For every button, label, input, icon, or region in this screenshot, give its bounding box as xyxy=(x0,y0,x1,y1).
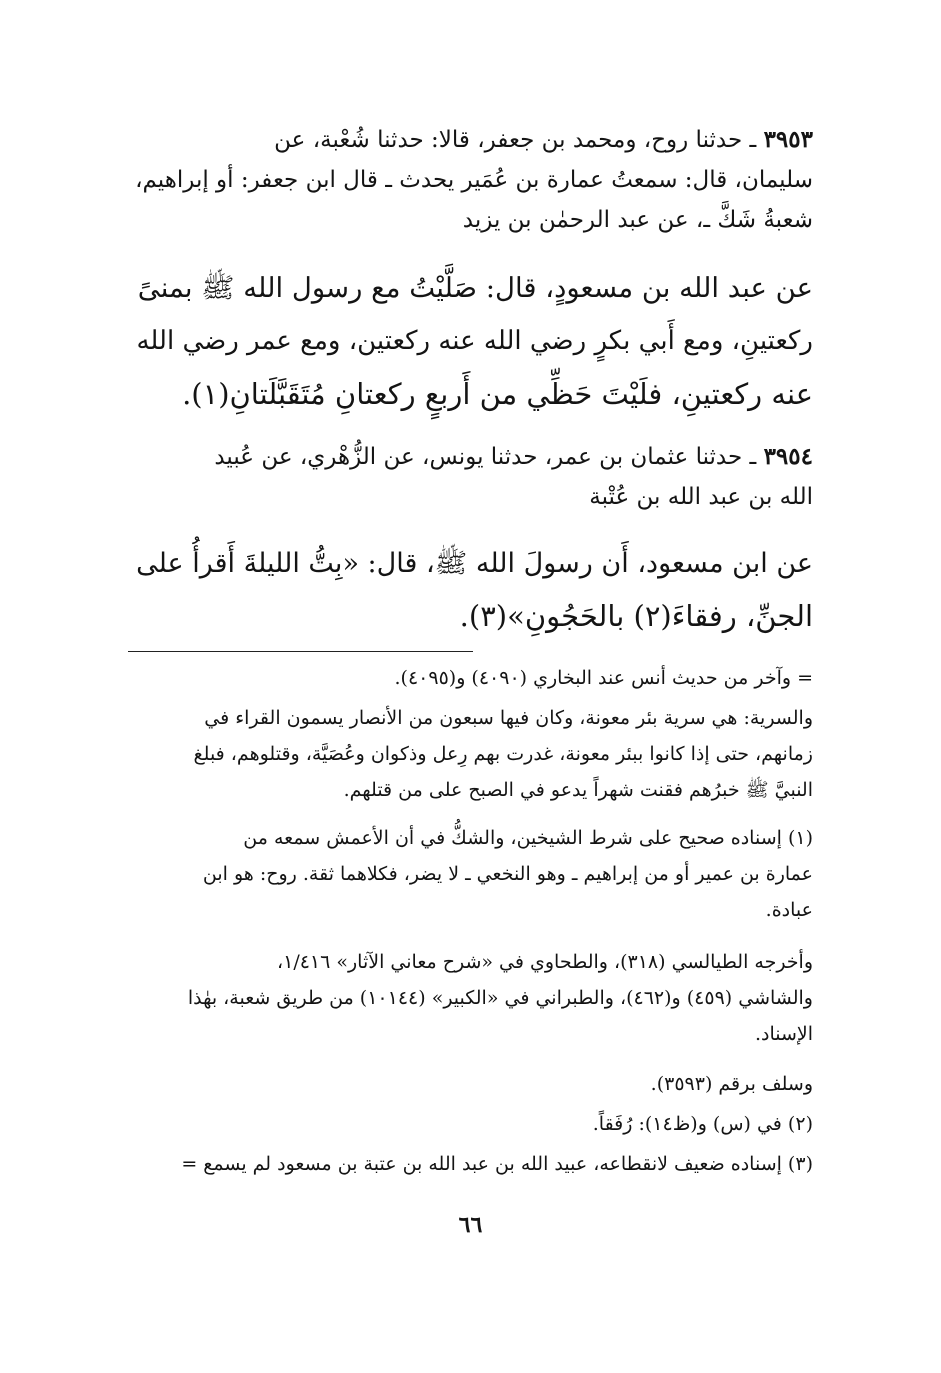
footnote-2: (٢) في (س) و(ظ١٤): رُفَقاً. xyxy=(592,1113,813,1135)
matn-line: عن عبد الله بن مسعودٍ، قال: صَلَّيْتُ مع رسول الله ﷺ بمنىً xyxy=(137,272,813,304)
isnad-line: ٣٩٥٤ ـ حدثنا عثمان بن عمر، حدثنا يونس، عن الزُّهْري، عن عُبيد xyxy=(214,443,813,470)
hadith-3953-matn xyxy=(133,262,813,421)
matn-line: ركعتينِ، ومع أَبي بكرٍ رضي الله عنه ركعتين، ومع عمر رضي الله xyxy=(136,326,813,356)
footnote-1-salaf: وسلف برقم (٣٥٩٣). xyxy=(650,1073,813,1095)
matn-line: عنه ركعتينِ، فلَيْتَ حَظِّي من أَربعٍ ركعتانِ مُتَقَبَّلَتانِ(١). xyxy=(182,377,813,411)
footnote-3: (٣) إسناده ضعيف لانقطاعه، عبيد الله بن عبد الله بن عتبة بن مسعود لم يسمع = xyxy=(181,1153,813,1175)
isnad-line: شعبةُ شَكَّ ـ، عن عبد الرحمٰن بن يزيد xyxy=(462,207,813,233)
isnad-line: الله بن عبد الله بن عُتْبة xyxy=(589,484,813,510)
hadith-3954-isnad xyxy=(133,437,813,517)
page-number: ٦٦ xyxy=(458,1212,483,1238)
matn-line: عن ابن مسعود، أَن رسولَ الله ﷺ، قال: «بِتُّ الليلةَ أَقرأُ على xyxy=(136,548,813,579)
footnote-1-takhrij: وأخرجه الطيالسي (٣١٨)، والطحاوي في «شرح معاني الآثار» ١/٤١٦، والشاشي (٤٥٩) و(٤٦٢)، والطبراني في «الكبير» (١٠١٤٤) من طريق شعبة، بهٰذا الإسناد. xyxy=(187,951,813,1045)
hadith-3954-matn xyxy=(133,537,813,643)
matn-line: الجنِّ، رفقاءَ(٢) بالحَجُونِ»(٣). xyxy=(459,599,813,633)
hadith-number: ٣٩٥٤ xyxy=(763,443,813,470)
footnote-separator xyxy=(128,651,473,652)
footnote-continuation: = وآخر من حديث أنس عند البخاري (٤٠٩٠) و(٤٠٩٥). xyxy=(394,667,813,689)
hadith-3953-isnad xyxy=(133,120,813,240)
isnad-line: سليمان، قال: سمعتُ عمارة بن عُمَير يحدث ـ قال ابن جعفر: أو إبراهيم، xyxy=(135,167,813,193)
footnote-sariya: والسرية: هي سرية بئر معونة، وكان فيها سبعون من الأنصار يسمون القراء في زمانهم، حتى إذا كانوا ببئر معونة، غدرت بهم رِعل وذكوان وعُصَيَّة، وقتلوهم، فبلغ النبيَّ ﷺ خبرُهم فقنت شهراً يدعو في الصبح على من قتلهم. xyxy=(193,707,813,801)
hadith-number: ٣٩٥٣ xyxy=(763,126,813,153)
footnote-1: (١) إسناده صحيح على شرط الشيخين، والشكُّ في أن الأعمش سمعه من عمارة بن عمير أو من إبراهيم ـ وهو النخعي ـ لا يضر، فكلاهما ثقة. روح: هو ابن عبادة. xyxy=(202,827,813,921)
isnad-line: ٣٩٥٣ ـ حدثنا روح، ومحمد بن جعفر، قالا: حدثنا شُعْبة، عن xyxy=(274,126,813,153)
